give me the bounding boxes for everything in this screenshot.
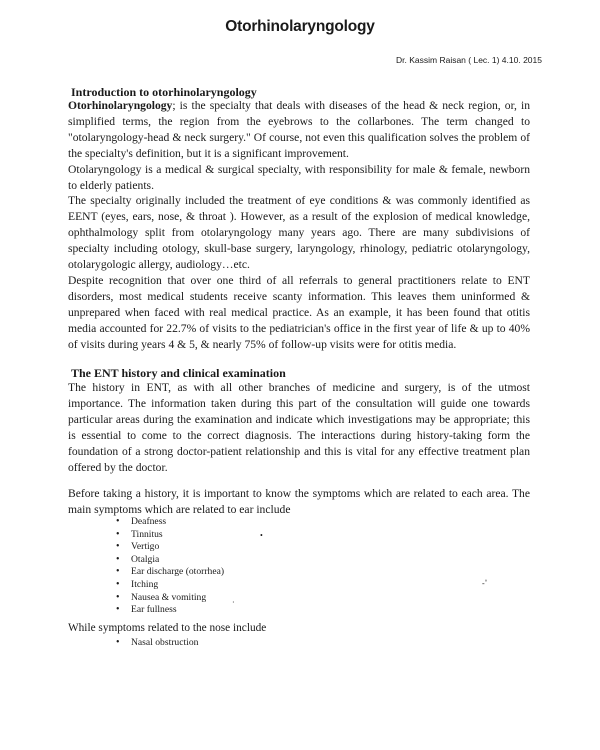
intro-paragraph-1-text: ; is the specialty that deals with diseases of the head & neck region, or, in simplified terms, the region from the eyebrows to the collarbones. The term changed to "otolaryngology-head & neck surgery." Of course, not even this qualification solves the problem of the specialty's definition, but it is a significant improvement.	[68, 99, 530, 160]
nose-symptoms-list	[116, 637, 198, 650]
symptom-list-item: • Itching	[116, 579, 224, 592]
intro-paragraph-1	[68, 98, 530, 162]
intro-paragraph-3: The specialty originally included the treatment of eye conditions & was commonly identified as EENT (eyes, ears, nose, & throat ). However, as a result of the explosion of medical knowledge, ophthalmology split from otolaryngology many years ago. There are many subdivisions of specialty including otology, skull-base surgery, laryngology, rhinology, pediatric otolaryngology, otolarygologic allergy, audiology…etc.	[68, 194, 530, 272]
history-section	[68, 380, 530, 475]
symptom-list-item: • Deafness	[116, 516, 224, 529]
symptom-list-item: • Tinnitus	[116, 529, 224, 542]
nose-intro-text: While symptoms related to the nose include	[68, 622, 267, 634]
symptom-list-item: • Nausea & vomiting	[116, 592, 224, 605]
symptoms-intro	[68, 486, 530, 518]
nose-symptoms-intro	[68, 621, 530, 637]
symptom-list-item: • Nasal obstruction	[116, 637, 198, 650]
history-heading: The ENT history and clinical examination	[71, 366, 286, 380]
symptom-list-item: • Vertigo	[116, 541, 224, 554]
intro-paragraph-4: Despite recognition that over one third of all referrals to general practitioners relate to ENT disorders, most medical students receive scanty information. This leaves them uninformed & unprepared when faced with real medical practice. As an example, it has been found that otitis media accounted for 22.7% of visits to the pediatrician's office in the first year of life & up to 40% of visits during years 4 & 5, & nearly 75% of follow-up visits were for otitis media.	[68, 273, 530, 351]
author-line: Dr. Kassim Raisan ( Lec. 1) 4.10. 2015	[396, 55, 542, 65]
symptom-list-item: • Ear fullness	[116, 604, 224, 617]
history-paragraph-1: The history in ENT, as with all other branches of medicine and surgery, is of the utmost importance. The information taken during this part of the consultation will guide one towards particular areas during the examination and indicate which investigations may be appropriate; this is essential to come to the correct diagnosis. The interactions during history-taking form the foundation of a strong doctor-patient relationship and this is vital for any effective treatment plan offered by the doctor.	[68, 381, 530, 474]
intro-heading: Introduction to otorhinolaryngology	[71, 85, 257, 99]
scan-speck-mark: ·	[232, 598, 235, 607]
symptom-list-item: • Otalgia	[116, 554, 224, 567]
intro-section	[68, 98, 530, 353]
intro-paragraph-2: Otolaryngology is a medical & surgical specialty, with responsibility for male & female, newborn to elderly patients.	[68, 162, 530, 192]
intro-term: Otorhinolaryngology	[68, 99, 173, 112]
history-paragraph-2: Before taking a history, it is important to know the symptoms which are related to each area. The main symptoms which are related to ear include	[68, 487, 530, 516]
ear-symptoms-list	[116, 516, 224, 617]
scan-speck-mark: -˚	[482, 579, 488, 588]
document-title: Otorhinolaryngology	[225, 18, 375, 35]
symptom-list-item: • Ear discharge (otorrhea)	[116, 566, 224, 579]
scan-speck-mark: •	[260, 531, 263, 540]
